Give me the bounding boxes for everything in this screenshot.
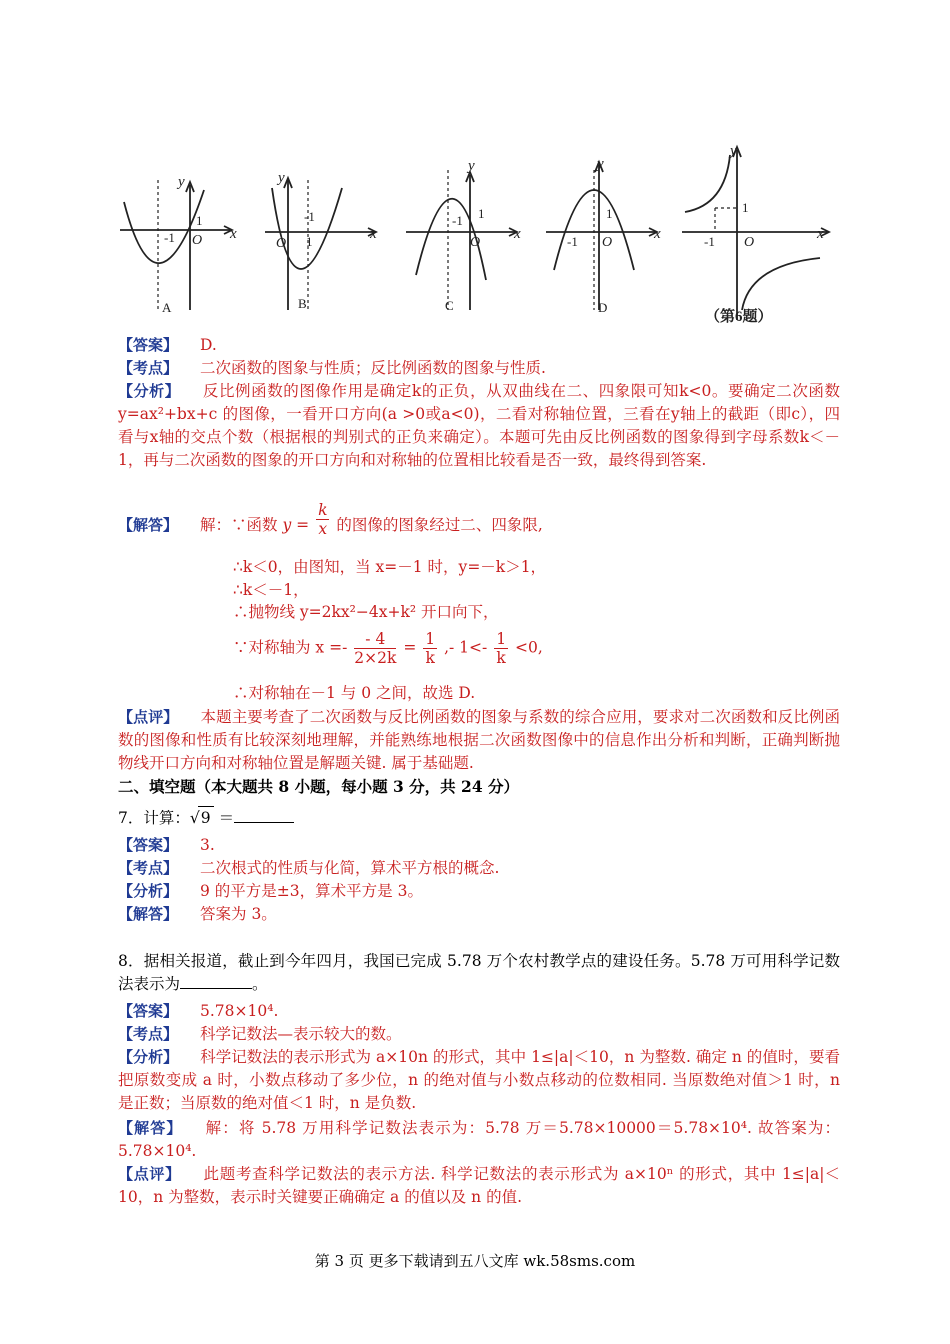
svg-text:y: y — [468, 158, 475, 174]
q8-solution: 【解答】 解：将 5.78 万用科学记数法表示为：5.78 万＝5.78×10000＝5.78×10⁴. 故答案为：5.78×10⁴. — [118, 1119, 840, 1160]
svg-text:O: O — [744, 235, 755, 250]
fig-label-a: A — [162, 300, 172, 315]
q8-comment: 【点评】 此题考查科学记数法的表示方法. 科学记数法的表示形式为 a×10ⁿ 的形式，其中 1≤|a|＜10，n 为整数，表示时关键要正确确定 a 的值以及 n 的值. — [118, 1165, 840, 1206]
svg-text:1: 1 — [606, 206, 613, 221]
q6-solution-line6: ∴对称轴在－1 与 0 之间，故选 D. — [233, 684, 476, 702]
fig-label-b: B — [298, 296, 307, 311]
svg-text:y: y — [597, 156, 604, 172]
q6-solution-line5: ∵对称轴为 x =- $\frac{- 4}{2\times 2k}$ = $\frac{1}{k}$ ,- 1<- $\frac{1}{k}$ <0, — [233, 630, 543, 667]
svg-text:O: O — [602, 235, 613, 250]
svg-text:-1: -1 — [164, 230, 175, 245]
q8-point-line: 【考点】 科学记数法—表示较大的数。 — [118, 1025, 402, 1043]
svg-text:1: 1 — [306, 234, 313, 249]
fig-label-d: D — [598, 300, 608, 315]
svg-text:x: x — [370, 226, 377, 242]
fig-label-c: C — [445, 298, 454, 313]
svg-text:1: 1 — [742, 200, 749, 215]
q6-solution-line4: ∴抛物线 y=2kx²−4x+k² 开口向下， — [233, 603, 499, 621]
svg-text:x: x — [514, 226, 521, 242]
q6-solution-line2: ∴k＜0，由图知，当 x=－1 时，y=－k＞1， — [233, 558, 547, 576]
q6-graphs — [112, 140, 842, 335]
svg-text:-1: -1 — [304, 209, 315, 224]
q7-solution-line: 【解答】 答案为 3。 — [118, 905, 277, 923]
graph-c — [406, 170, 517, 310]
section-2-heading: 二、填空题（本大题共 8 小题，每小题 3 分，共 24 分） — [118, 777, 520, 796]
svg-text:O: O — [276, 236, 287, 251]
svg-text:-1: -1 — [704, 234, 715, 249]
svg-text:1: 1 — [196, 213, 203, 228]
svg-text:-1: -1 — [452, 213, 463, 228]
svg-text:x: x — [230, 226, 237, 242]
q6-comment: 【点评】 本题主要考查了二次函数与反比例函数的图象与系数的综合应用，要求对二次函数和反比例函数的图像和性质有比较深刻地理解，并能熟练地根据二次函数图像中的信息作出分析和判断，正确判断抛物线开口方向和对称轴位置是解题关键. 属于基础题. — [118, 708, 840, 772]
q8-answer-line: 【答案】 5.78×10⁴. — [118, 1002, 279, 1020]
svg-text:O: O — [192, 233, 203, 248]
svg-text:y: y — [730, 143, 737, 159]
page-footer: 第 3 页 更多下载请到五八文库 wk.58sms.com — [314, 1252, 636, 1270]
q7-stem: 7．计算：√9 ＝ — [118, 806, 846, 829]
svg-text:1: 1 — [478, 206, 485, 221]
fig-caption: （第6题） — [705, 309, 773, 325]
q7-answer-line: 【答案】 3. — [118, 836, 215, 854]
q6-solution-line1: 【解答】 解：∵函数 y = $\frac{k}{x}$ 的图像的图象经过二、四象限, — [118, 500, 543, 538]
svg-text:x: x — [817, 226, 824, 242]
svg-text:O: O — [470, 235, 481, 250]
q8-analysis: 【分析】 科学记数法的表示形式为 a×10n 的形式，其中 1≤|a|＜10，n 为整数. 确定 n 的值时，要看把原数变成 a 时，小数点移动了多少位，n 的绝对值与小数点移动的位数相同. 当原数绝对值＞1 时，n 是正数；当原数的绝对值＜1 时，n 是负数. — [118, 1048, 840, 1112]
svg-text:x: x — [654, 226, 661, 242]
q8-stem: 8．据相关报道，截止到今年四月，我国已完成 5.78 万个农村教学点的建设任务。5.78 万可用科学记数法表示为 。 — [118, 952, 840, 993]
q6-answer-line: 【答案】 D. — [118, 336, 217, 354]
q6-solution-line3: ∴k＜－1， — [233, 581, 309, 599]
svg-text:-1: -1 — [567, 234, 578, 249]
graph-a — [120, 180, 232, 310]
q7-point-line: 【考点】 二次根式的性质与化简，算术平方根的概念. — [118, 859, 500, 877]
q7-analysis-line: 【分析】 9 的平方是±3，算术平方是 3。 — [118, 882, 423, 900]
svg-text:y: y — [178, 174, 185, 190]
q6-analysis: 【分析】 反比例函数的图像作用是确定k的正负，从双曲线在二、四象限可知k<0。要确定二次函数 y=ax²+bx+c 的图像，一看开口方向(a >0或a<0)，二看对称轴位置，三看在y轴上的截距（即c），四看与x轴的交点个数（根据根的判别式的正负来确定）。本题可先由反比例函数的图象得到字母系数k＜－1，再与二次函数的图象的开口方向和对称轴的位置相比较看是否一致，最终得到答案. — [118, 382, 840, 469]
q6-figure — [112, 140, 842, 335]
q6-point-line: 【考点】 二次函数的图象与性质；反比例函数的图象与性质. — [118, 359, 546, 377]
svg-text:y: y — [278, 170, 285, 186]
